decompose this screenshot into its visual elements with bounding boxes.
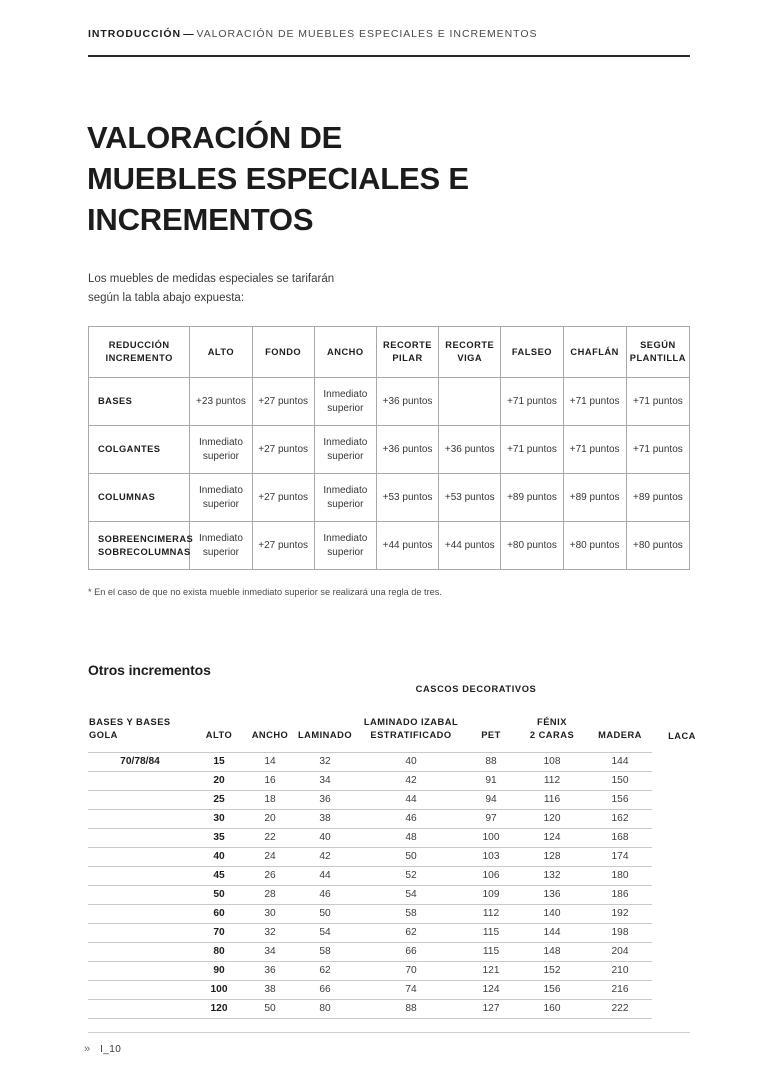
table-row (88, 981, 712, 1000)
cell-pet: 97 (466, 810, 516, 829)
row-label: BASES (89, 378, 190, 426)
cell-fenix: 140 (516, 905, 588, 924)
cell-recorte-pilar: +53 puntos (376, 474, 438, 522)
cell-pet: 94 (466, 791, 516, 810)
table-row (88, 753, 712, 772)
cell-bases (88, 848, 192, 867)
col-header-madera: MADERA (598, 730, 642, 740)
footer-rule (88, 1032, 690, 1033)
cell-izabal: 44 (356, 791, 466, 810)
cell-recorte-pilar: +44 puntos (376, 522, 438, 570)
cell-ancho: 38 (246, 981, 294, 1000)
col-header-recorte-pilar: RECORTE PILAR (376, 327, 438, 378)
cell-izabal: 88 (356, 1000, 466, 1019)
cell-madera: 144 (588, 753, 652, 772)
cell-fondo: +27 puntos (252, 378, 314, 426)
cell-ancho: 34 (246, 943, 294, 962)
cell-alto: 40 (192, 848, 246, 867)
col-header-falseo: FALSEO (501, 327, 563, 378)
cell-fenix: 128 (516, 848, 588, 867)
cell-ancho: 20 (246, 810, 294, 829)
table-row (88, 791, 712, 810)
cell-laminado: 66 (294, 981, 356, 1000)
page-title-line-2: MUEBLES ESPECIALES E (87, 160, 469, 196)
cell-ancho: 16 (246, 772, 294, 791)
cell-laminado: 38 (294, 810, 356, 829)
col-header-pet: PET (481, 730, 501, 740)
cell-pet: 115 (466, 924, 516, 943)
cell-pet: 91 (466, 772, 516, 791)
cell-bases (88, 905, 192, 924)
cell-fenix: 112 (516, 772, 588, 791)
table-footnote: * En el caso de que no exista mueble inmediato superior se realizará una regla de tres. (88, 587, 442, 597)
page-title-line-1: VALORACIÓN DE (87, 119, 343, 155)
cell-alto: Inmediato superior (190, 426, 252, 474)
running-head-subject: VALORACIÓN DE MUEBLES ESPECIALES E INCREMENTOS (196, 28, 538, 40)
cell-madera: 174 (588, 848, 652, 867)
cell-laminado: 54 (294, 924, 356, 943)
cell-ancho: Inmediato superior (314, 522, 376, 570)
cell-bases (88, 829, 192, 848)
col-header-reduccion-incremento: REDUCCIÓN INCREMENTO (89, 327, 190, 378)
table-row (88, 810, 712, 829)
cell-alto: 50 (192, 886, 246, 905)
cell-ancho: 32 (246, 924, 294, 943)
cell-pet: 127 (466, 1000, 516, 1019)
cell-pet: 112 (466, 905, 516, 924)
cell-segun-plantilla: +80 puntos (626, 522, 689, 570)
cell-laminado: 46 (294, 886, 356, 905)
cell-madera: 198 (588, 924, 652, 943)
cell-laminado: 80 (294, 1000, 356, 1019)
cell-falseo: +71 puntos (501, 426, 563, 474)
cell-alto: Inmediato superior (190, 522, 252, 570)
cell-ancho: 26 (246, 867, 294, 886)
page-number: I_10 (100, 1043, 122, 1055)
cell-ancho: 28 (246, 886, 294, 905)
cell-pet: 100 (466, 829, 516, 848)
cell-alto: 20 (192, 772, 246, 791)
cell-fenix: 132 (516, 867, 588, 886)
running-head-dash: — (183, 28, 195, 40)
row-label: COLUMNAS (89, 474, 190, 522)
cell-madera: 162 (588, 810, 652, 829)
cell-laminado: 50 (294, 905, 356, 924)
cell-izabal: 70 (356, 962, 466, 981)
cell-fenix: 144 (516, 924, 588, 943)
cell-alto: 100 (192, 981, 246, 1000)
cell-fenix: 148 (516, 943, 588, 962)
col-header-laminado: LAMINADO (297, 730, 353, 740)
cell-izabal: 54 (356, 886, 466, 905)
table-row (88, 962, 712, 981)
valoracion-table-body (89, 378, 690, 570)
cell-fenix: 136 (516, 886, 588, 905)
cell-alto: 15 (192, 753, 246, 772)
table-row (88, 943, 712, 962)
col-header-ancho: ANCHO (314, 327, 376, 378)
cell-pet: 88 (466, 753, 516, 772)
cell-alto: 60 (192, 905, 246, 924)
cell-falseo: +71 puntos (501, 378, 563, 426)
table-row (88, 772, 712, 791)
cell-ancho: 36 (246, 962, 294, 981)
cell-alto: 25 (192, 791, 246, 810)
col-header-fenix-2-caras: FÉNIX 2 CARAS (529, 717, 575, 740)
cell-madera: 168 (588, 829, 652, 848)
cell-pet: 124 (466, 981, 516, 1000)
table-row (88, 867, 712, 886)
cell-ancho: Inmediato superior (314, 426, 376, 474)
row-label: COLGANTES (89, 426, 190, 474)
page-footer (84, 1043, 121, 1055)
cell-recorte-viga: +36 puntos (439, 426, 501, 474)
cell-recorte-pilar: +36 puntos (376, 426, 438, 474)
cell-madera: 150 (588, 772, 652, 791)
table-row (88, 905, 712, 924)
cell-fenix: 152 (516, 962, 588, 981)
cell-izabal: 40 (356, 753, 466, 772)
cell-alto: 30 (192, 810, 246, 829)
cell-chaflan: +71 puntos (563, 378, 626, 426)
cell-pet: 109 (466, 886, 516, 905)
cell-izabal: 74 (356, 981, 466, 1000)
page-title (87, 117, 607, 240)
cell-laminado: 62 (294, 962, 356, 981)
cell-fenix: 156 (516, 981, 588, 1000)
cell-bases: 70/78/84 (88, 753, 192, 772)
cell-laminado: 40 (294, 829, 356, 848)
cell-falseo: +89 puntos (501, 474, 563, 522)
cell-bases (88, 867, 192, 886)
cell-ancho: 24 (246, 848, 294, 867)
cell-pet: 106 (466, 867, 516, 886)
cell-laminado: 58 (294, 943, 356, 962)
col-header-alto: ALTO (205, 730, 233, 740)
double-chevron-icon: » (84, 1043, 90, 1055)
cell-fondo: +27 puntos (252, 426, 314, 474)
cell-ancho: 30 (246, 905, 294, 924)
table-row (89, 474, 690, 522)
cell-laminado: 32 (294, 753, 356, 772)
cell-izabal: 42 (356, 772, 466, 791)
cell-alto: 90 (192, 962, 246, 981)
cell-fenix: 120 (516, 810, 588, 829)
cell-pet: 115 (466, 943, 516, 962)
cell-laminado: 36 (294, 791, 356, 810)
row-label: SOBREENCIMERAS SOBRECOLUMNAS (89, 522, 190, 570)
cell-alto: Inmediato superior (190, 474, 252, 522)
cell-fondo: +27 puntos (252, 474, 314, 522)
section-heading-otros-incrementos: Otros incrementos (88, 661, 211, 678)
intro-line-1: Los muebles de medidas especiales se tarifarán (88, 272, 335, 285)
cell-madera: 216 (588, 981, 652, 1000)
table-row (89, 522, 690, 570)
cell-fenix: 116 (516, 791, 588, 810)
cell-bases (88, 772, 192, 791)
cell-recorte-viga: +44 puntos (439, 522, 501, 570)
table-row (88, 886, 712, 905)
table-header-row (89, 327, 690, 378)
cell-recorte-viga (439, 378, 501, 426)
cell-madera: 186 (588, 886, 652, 905)
cell-laminado: 44 (294, 867, 356, 886)
col-header-laca: LACA (668, 730, 696, 741)
cell-bases (88, 943, 192, 962)
cell-bases (88, 981, 192, 1000)
cell-alto: 70 (192, 924, 246, 943)
cell-falseo: +80 puntos (501, 522, 563, 570)
cell-madera: 192 (588, 905, 652, 924)
cell-alto: 35 (192, 829, 246, 848)
cell-ancho: Inmediato superior (314, 378, 376, 426)
cell-izabal: 58 (356, 905, 466, 924)
cell-izabal: 46 (356, 810, 466, 829)
table-row (89, 426, 690, 474)
running-head (88, 28, 690, 40)
table-row (88, 848, 712, 867)
cell-pet: 121 (466, 962, 516, 981)
col-header-segun-plantilla: SEGÚN PLANTILLA (626, 327, 689, 378)
cell-alto: 45 (192, 867, 246, 886)
group-header-cascos-decorativos: CASCOS DECORATIVOS (415, 684, 537, 694)
cell-laminado: 34 (294, 772, 356, 791)
cell-ancho: Inmediato superior (314, 474, 376, 522)
col-header-recorte-viga: RECORTE VIGA (439, 327, 501, 378)
cell-bases (88, 810, 192, 829)
table-row (88, 1000, 712, 1019)
cell-recorte-pilar: +36 puntos (376, 378, 438, 426)
cell-bases (88, 886, 192, 905)
cell-izabal: 50 (356, 848, 466, 867)
otros-incrementos-table (88, 716, 712, 1019)
cell-bases (88, 791, 192, 810)
cell-chaflan: +80 puntos (563, 522, 626, 570)
cell-ancho: 14 (246, 753, 294, 772)
col-header-laminado-izabal-estratificado: LAMINADO IZABAL ESTRATIFICADO (363, 717, 459, 740)
cell-alto: +23 puntos (190, 378, 252, 426)
col-header-ancho: ANCHO (251, 730, 289, 740)
cell-fenix: 108 (516, 753, 588, 772)
running-head-rule (88, 55, 690, 57)
cell-izabal: 52 (356, 867, 466, 886)
col-header-bases-y-bases-gola: BASES Y BASES GOLA (89, 717, 171, 740)
intro-line-2: según la tabla abajo expuesta: (88, 291, 245, 304)
col-header-fondo: FONDO (252, 327, 314, 378)
running-head-section: INTRODUCCIÓN (88, 28, 182, 40)
cell-izabal: 48 (356, 829, 466, 848)
cell-fenix: 124 (516, 829, 588, 848)
cell-madera: 180 (588, 867, 652, 886)
cell-madera: 210 (588, 962, 652, 981)
cell-ancho: 22 (246, 829, 294, 848)
cell-segun-plantilla: +89 puntos (626, 474, 689, 522)
cell-bases (88, 924, 192, 943)
table-header-row (88, 716, 712, 753)
cell-ancho: 18 (246, 791, 294, 810)
col-header-alto: ALTO (190, 327, 252, 378)
col-header-chaflan: CHAFLÁN (563, 327, 626, 378)
intro-paragraph (88, 270, 508, 308)
cell-segun-plantilla: +71 puntos (626, 378, 689, 426)
table-row (88, 829, 712, 848)
page-title-line-3: INCREMENTOS (87, 201, 314, 237)
table-row (88, 924, 712, 943)
cell-chaflan: +89 puntos (563, 474, 626, 522)
cell-chaflan: +71 puntos (563, 426, 626, 474)
cell-izabal: 66 (356, 943, 466, 962)
cell-recorte-viga: +53 puntos (439, 474, 501, 522)
cell-madera: 222 (588, 1000, 652, 1019)
table-row (89, 378, 690, 426)
cell-bases (88, 1000, 192, 1019)
cell-alto: 120 (192, 1000, 246, 1019)
cell-fondo: +27 puntos (252, 522, 314, 570)
cell-fenix: 160 (516, 1000, 588, 1019)
cell-segun-plantilla: +71 puntos (626, 426, 689, 474)
cell-pet: 103 (466, 848, 516, 867)
cell-madera: 204 (588, 943, 652, 962)
cell-alto: 80 (192, 943, 246, 962)
cell-ancho: 50 (246, 1000, 294, 1019)
otros-incrementos-table-body (88, 753, 712, 1019)
cell-laminado: 42 (294, 848, 356, 867)
cell-madera: 156 (588, 791, 652, 810)
cell-bases (88, 962, 192, 981)
cell-izabal: 62 (356, 924, 466, 943)
valoracion-table (88, 326, 690, 570)
